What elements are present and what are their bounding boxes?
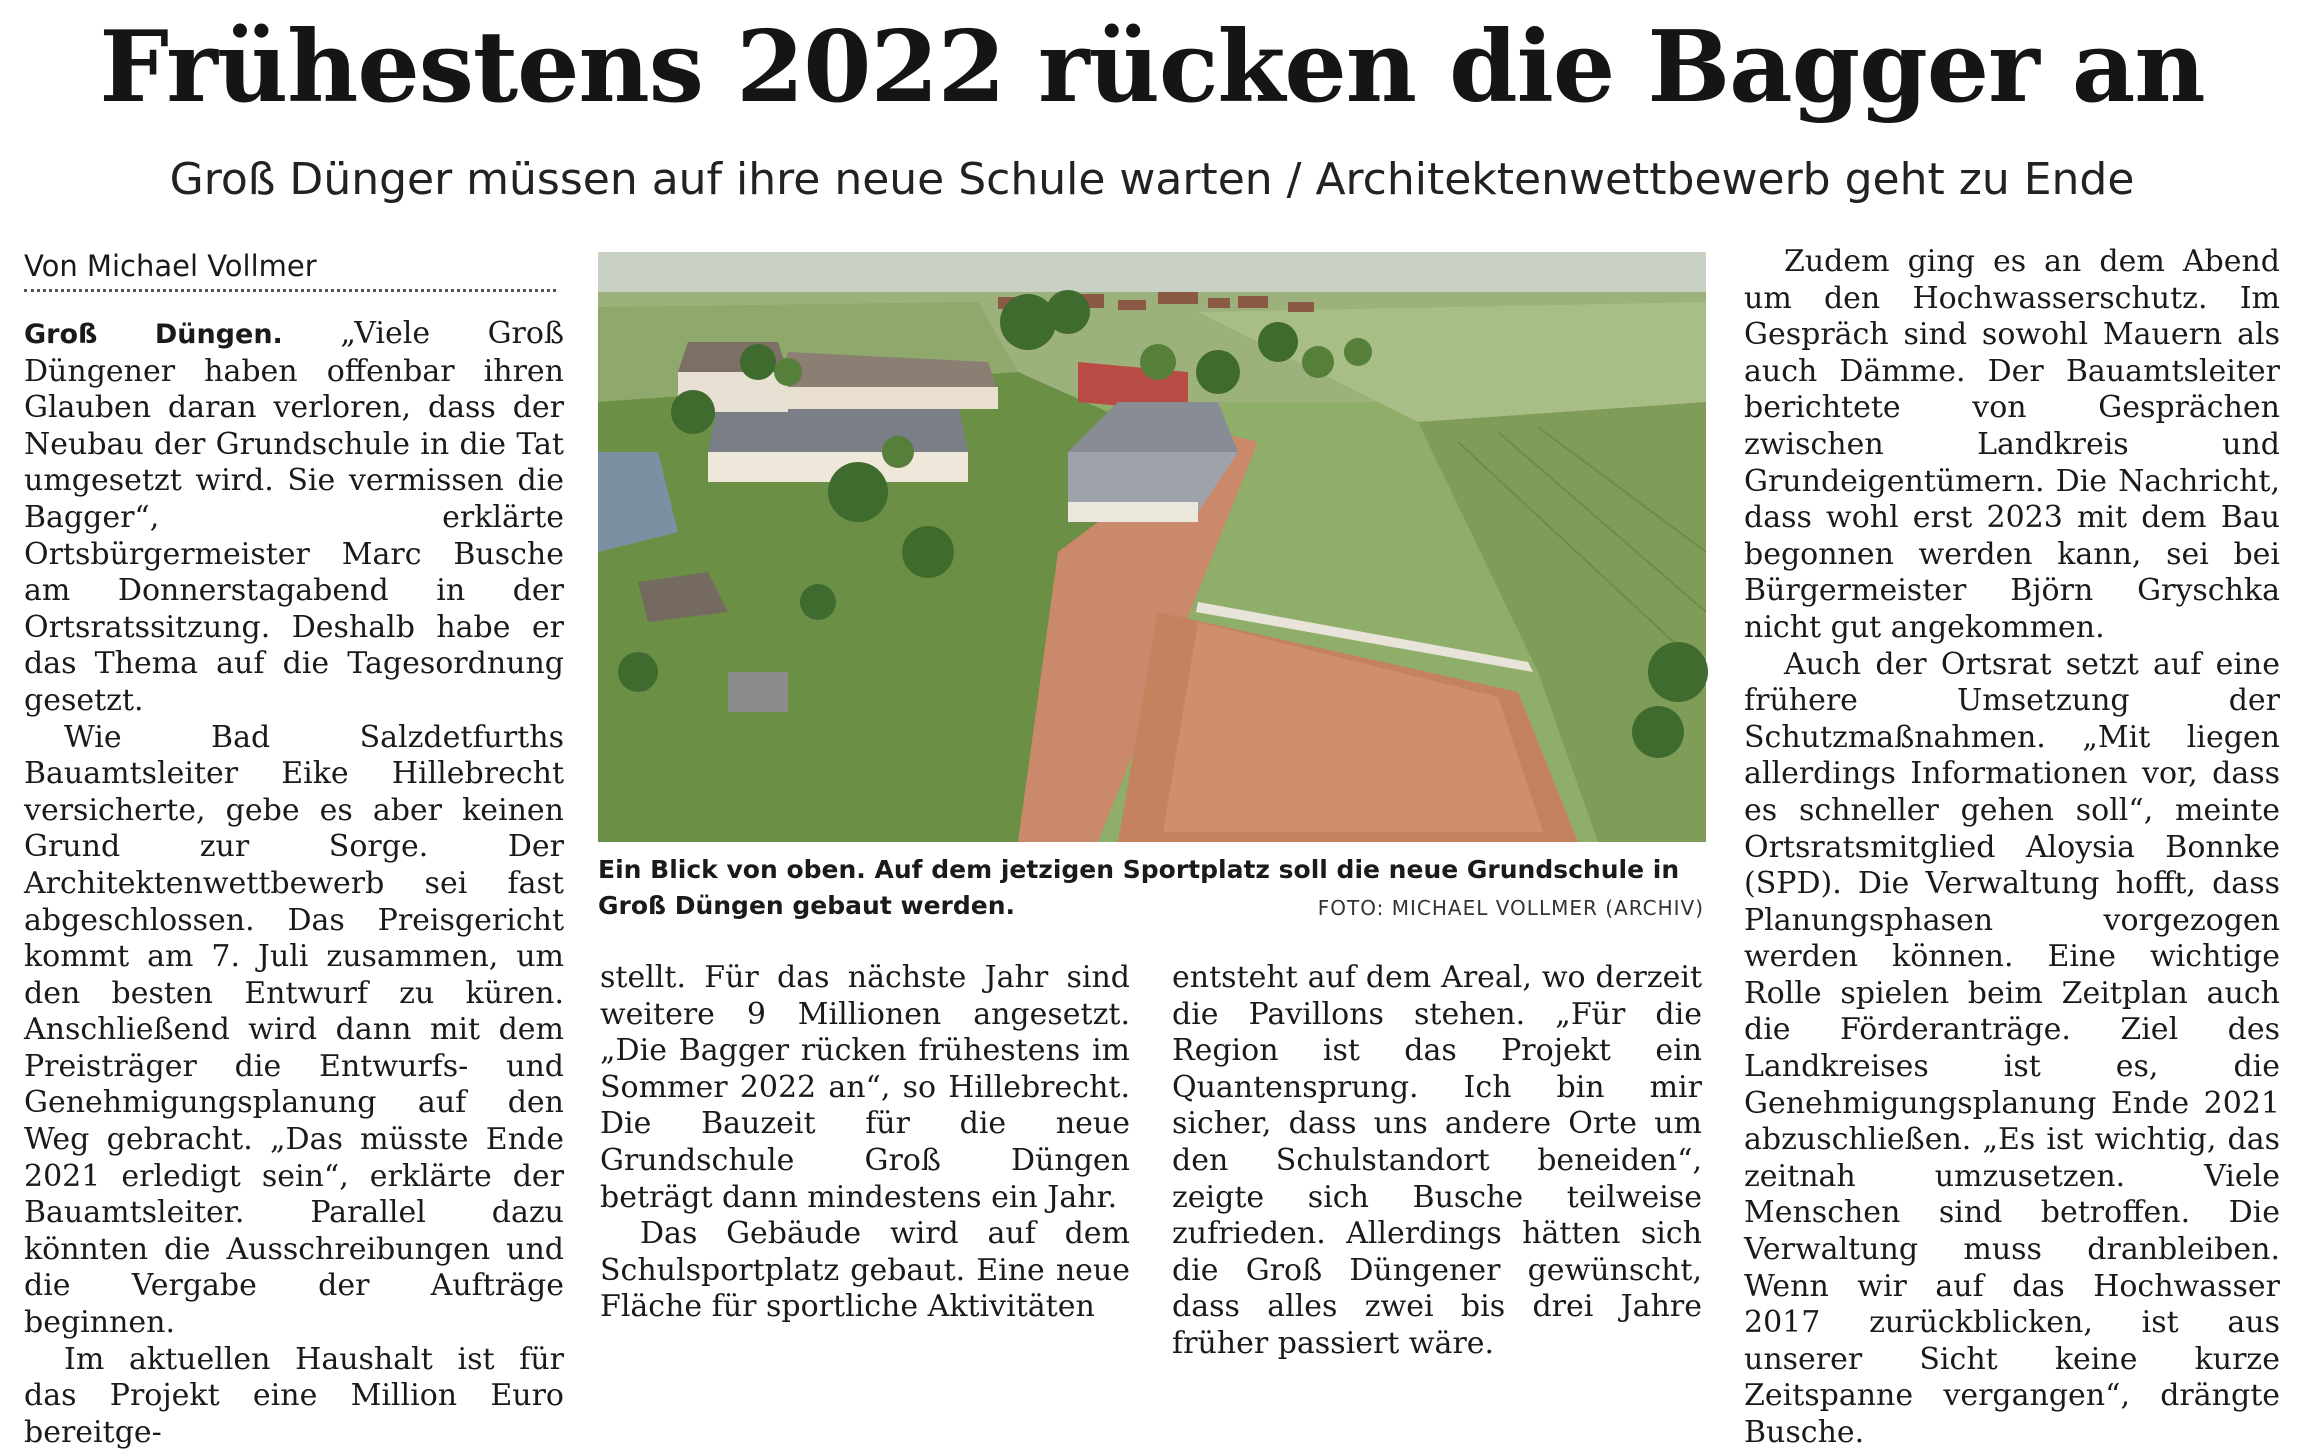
subheadline: Groß Dünger müssen auf ihre neue Schule warten / Architektenwettbewerb geht zu Ende	[169, 154, 2135, 205]
paragraph-text: „Viele Groß Düngener haben offenbar ihren Glauben daran verloren, dass der Neubau der Grundschule in die Tat umgesetzt wird. Sie vermissen die Bagger“, erklärte Ortsbürgermeister Marc Busche am Donnerstagabend in der Ortsratssitzung. Deshalb habe er das Thema auf die Tagesordnung gesetzt.	[24, 316, 564, 718]
photo-caption: Ein Blick von oben. Auf dem jetzigen Sportplatz soll die neue Grundschule in Groß Düngen gebaut werden.	[598, 855, 1680, 920]
article-column-2	[600, 960, 1130, 1326]
article-column-1	[24, 316, 564, 1451]
article-column-3	[1172, 960, 1702, 1363]
byline: Von Michael Vollmer	[24, 244, 556, 292]
photo-credit: FOTO: MICHAEL VOLLMER (ARCHIV)	[1317, 896, 1704, 920]
headline: Frühestens 2022 rücken die Bagger an	[99, 10, 2205, 125]
paragraph: Zudem ging es an dem Abend um den Hochwasserschutz. Im Gespräch sind sowohl Mauern als auch Dämme. Der Bauamtsleiter berichtete von Gesprächen zwischen Landkreis und Grundeigentümern. Die Nachricht, dass wohl erst 2023 mit dem Bau begonnen werden kann, sei bei Bürgermeister Björn Gryschka nicht gut angekommen.	[1744, 244, 2280, 645]
paragraph: Wie Bad Salzdetfurths Bauamtsleiter Eike Hillebrecht versicherte, gebe es aber keinen Grund zur Sorge. Der Architektenwettbewerb sei fast abgeschlossen. Das Preisgericht kommt am 7. Juli zusammen, um den besten Entwurf zu küren. Anschließend wird dann mit dem Preisträger die Entwurfs- und Genehmigungsplanung auf den Weg gebracht. „Das müsste Ende 2021 erledigt sein“, erklärte der Bauamtsleiter. Parallel dazu könnten die Ausschreibungen und die Vergabe der Aufträge beginnen.	[24, 719, 564, 1341]
paragraph: Auch der Ortsrat setzt auf eine frühere Umsetzung der Schutzmaßnahmen. „Mit liegen allerdings Informationen vor, dass es schneller gehen soll“, meinte Ortsratsmitglied Aloysia Bonnke (SPD). Die Verwaltung hofft, dass Planungsphasen vorgezogen werden können. Eine wichtige Rolle spielen beim Zeitplan auch die Förderanträge. Ziel des Landkreises ist es, die Genehmigungsplanung Ende 2021 abzuschließen. „Es ist wichtig, das zeitnah umzusetzen. Viele Menschen sind betroffen. Die Verwaltung muss dranbleiben. Wenn wir auf das Hochwasser 2017 zurückblicken, ist aus unserer Sicht keine kurze Zeitspanne vergangen“, drängte Busche.	[1744, 646, 2280, 1450]
paragraph: Das Gebäude wird auf dem Schulsportplatz gebaut. Eine neue Fläche für sportliche Aktivitäten	[600, 1216, 1130, 1325]
aerial-photo-image	[598, 252, 1706, 842]
paragraph	[24, 316, 564, 720]
dateline: Groß Düngen.	[24, 319, 283, 350]
paragraph: stellt. Für das nächste Jahr sind weitere 9 Millionen angesetzt. „Die Bagger rücken frühestens im Sommer 2022 an“, so Hillebrecht. Die Bauzeit für die neue Grundschule Groß Düngen beträgt dann mindestens ein Jahr.	[600, 960, 1130, 1215]
article-column-4	[1744, 244, 2280, 1452]
paragraph: entsteht auf dem Areal, wo derzeit die Pavillons stehen. „Für die Region ist das Projekt ein Quantensprung. Ich bin mir sicher, dass uns andere Orte um den Schulstandort beneiden“, zeigte sich Busche teilweise zufrieden. Allerdings hätten sich die Groß Düngener gewünscht, dass alles zwei bis drei Jahre früher passiert wäre.	[1172, 960, 1702, 1361]
aerial-photo	[598, 252, 1706, 842]
paragraph: Im aktuellen Haushalt ist für das Projekt eine Million Euro bereitge-	[24, 1341, 564, 1450]
